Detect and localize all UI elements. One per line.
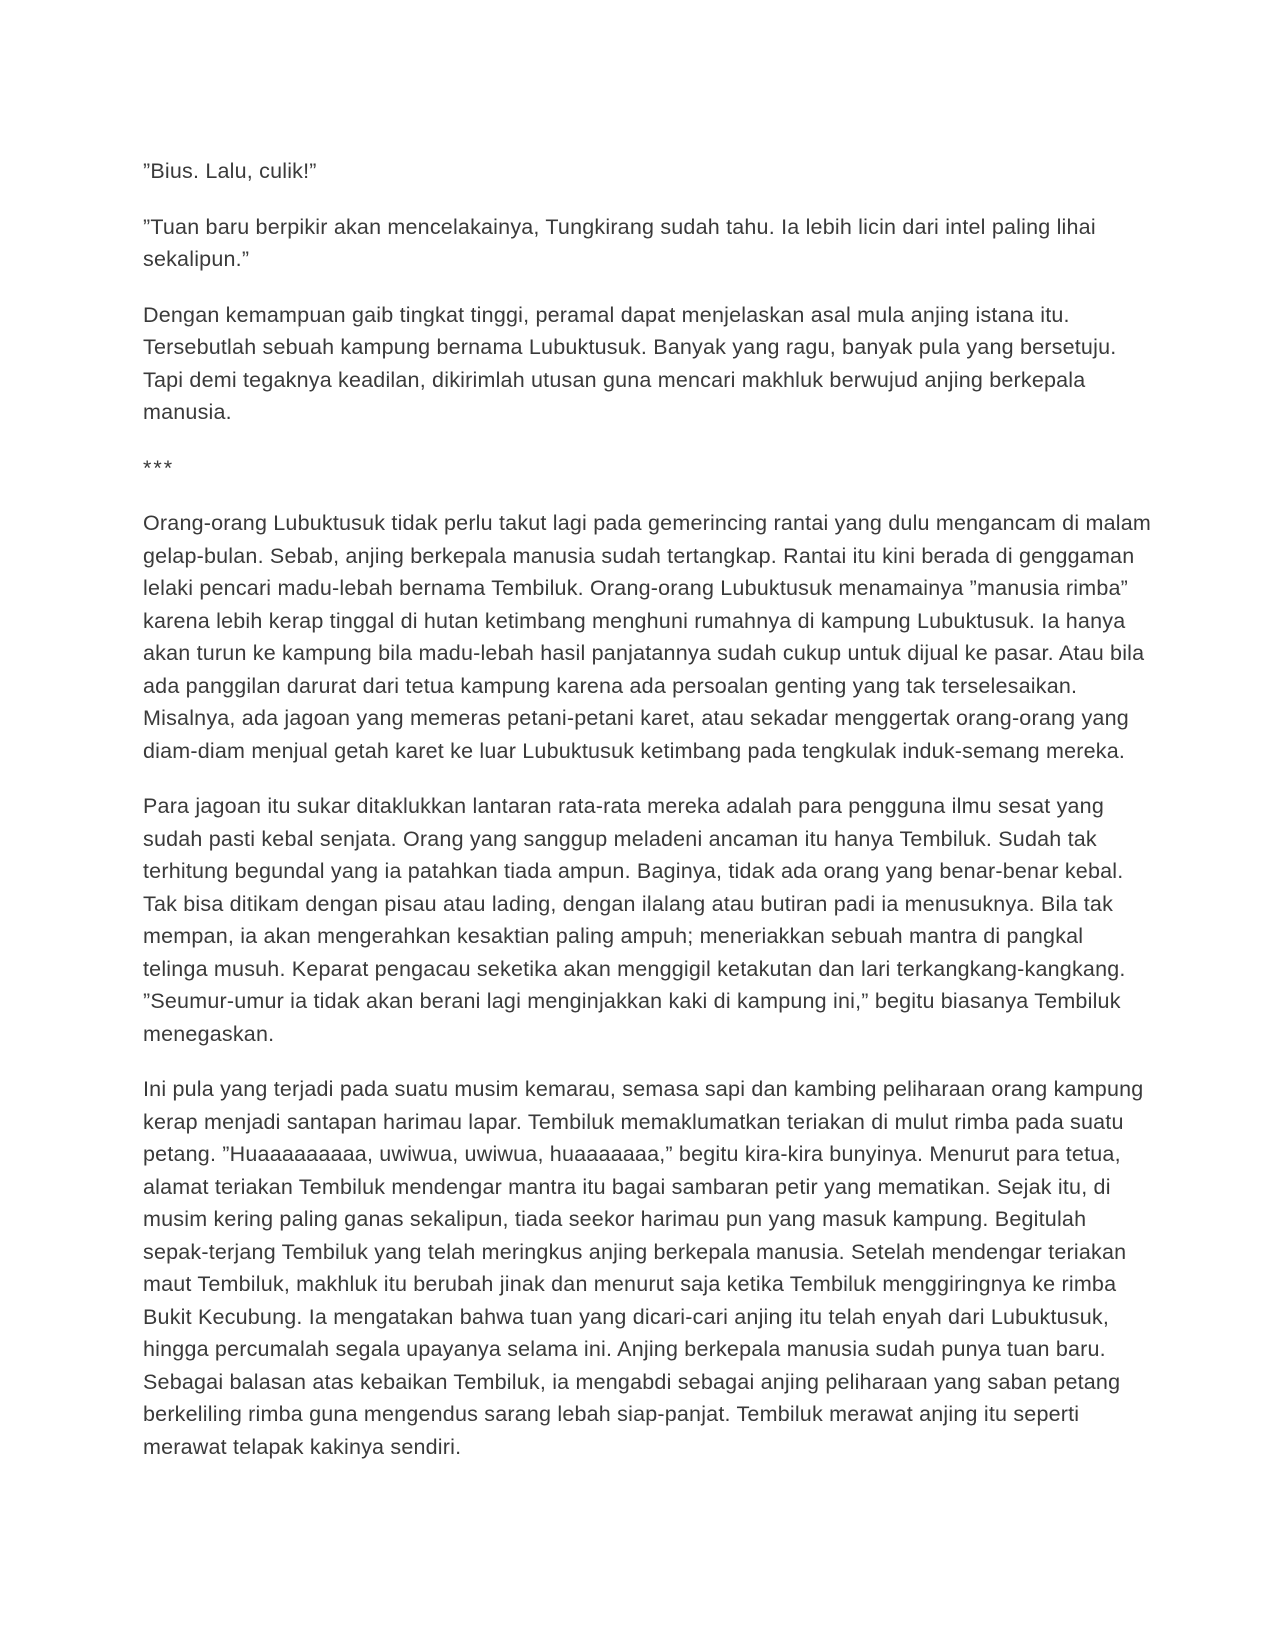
story-paragraph: Orang-orang Lubuktusuk tidak perlu takut lagi pada gemerincing rantai yang dulu mengancam di malam gelap-bulan. Sebab, anjing berkepala manusia sudah tertangkap. Rantai itu kini berada di genggaman lelaki pencari madu-lebah bernama Tembiluk. Orang-orang Lubuktusuk menamainya ”manusia rimba” karena lebih kerap tinggal di hutan ketimbang menghuni rumahnya di kampung Lubuktusuk. Ia hanya akan turun ke kampung bila madu-lebah hasil panjatannya sudah cukup untuk dijual ke pasar. Atau bila ada panggilan darurat dari tetua kampung karena ada persoalan genting yang tak terselesaikan. Misalnya, ada jagoan yang memeras petani-petani karet, atau sekadar menggertak orang-orang yang diam-diam menjual getah karet ke luar Lubuktusuk ketimbang pada tengkulak induk-semang mereka. bbox=[143, 511, 1151, 763]
story-paragraph: Para jagoan itu sukar ditaklukkan lantaran rata-rata mereka adalah para pengguna ilmu sesat yang sudah pasti kebal senjata. Orang yang sanggup meladeni ancaman itu hanya Tembiluk. Sudah tak terhitung begundal yang ia patahkan tiada ampun. Baginya, tidak ada orang yang benar-benar kebal. Tak bisa ditikam dengan pisau atau lading, dengan ilalang atau butiran padi ia menusuknya. Bila tak mempan, ia akan mengerahkan kesaktian paling ampuh; meneriakkan sebuah mantra di pangkal telinga musuh. Keparat pengacau seketika akan menggigil ketakutan dan lari terkangkang-kangkang. ”Seumur-umur ia tidak akan berani lagi menginjakkan kaki di kampung ini,” begitu biasanya Tembiluk menegaskan. bbox=[143, 794, 1126, 1046]
story-text-body bbox=[143, 155, 1153, 1486]
section-separator: *** bbox=[143, 455, 175, 480]
story-paragraph: Dengan kemampuan gaib tingkat tinggi, peramal dapat menjelaskan asal mula anjing istana itu. Tersebutlah sebuah kampung bernama Lubuktusuk. Banyak yang ragu, banyak pula yang bersetuju. Tapi demi tegaknya keadilan, dikirimlah utusan guna mencari makhluk berwujud anjing berkepala manusia. bbox=[143, 302, 1117, 424]
story-paragraph: ”Tuan baru berpikir akan mencelakainya, Tungkirang sudah tahu. Ia lebih licin dari intel paling lihai sekalipun.” bbox=[143, 214, 1096, 271]
story-paragraph: Ini pula yang terjadi pada suatu musim kemarau, semasa sapi dan kambing peliharaan orang kampung kerap menjadi santapan harimau lapar. Tembiluk memaklumatkan teriakan di mulut rimba pada suatu petang. ”Huaaaaaaaaa, uwiwua, uwiwua, huaaaaaaa,” begitu kira-kira bunyinya. Menurut para tetua, alamat teriakan Tembiluk mendengar mantra itu bagai sambaran petir yang mematikan. Sejak itu, di musim kering paling ganas sekalipun, tiada seekor harimau pun yang masuk kampung. Begitulah sepak-terjang Tembiluk yang telah meringkus anjing berkepala manusia. Setelah mendengar teriakan maut Tembiluk, makhluk itu berubah jinak dan menurut saja ketika Tembiluk menggiringnya ke rimba Bukit Kecubung. Ia mengatakan bahwa tuan yang dicari-cari anjing itu telah enyah dari Lubuktusuk, hingga percumalah segala upayanya selama ini. Anjing berkepala manusia sudah punya tuan baru. Sebagai balasan atas kebaikan Tembiluk, ia mengabdi sebagai anjing peliharaan yang saban petang berkeliling rimba guna mengendus sarang lebah siap-panjat. Tembiluk merawat anjing itu seperti merawat telapak kakinya sendiri. bbox=[143, 1077, 1144, 1459]
story-paragraph: ”Bius. Lalu, culik!” bbox=[143, 159, 317, 183]
